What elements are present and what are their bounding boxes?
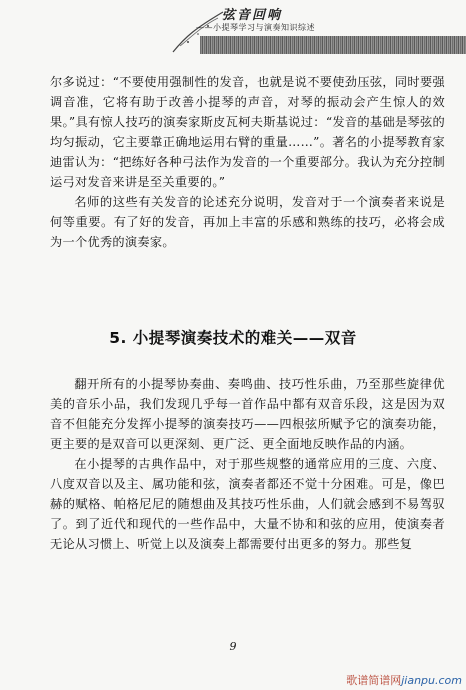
paragraph-double-stops-intro: 翻开所有的小提琴协奏曲、奏鸣曲、技巧性乐曲，乃至那些旋律优美的音乐小品，我们发现几乎每一首作品中都有双音乐段，这是因为双音不但能充分发挥小提琴的演奏技巧——四根弦所赋予它的演奏功能，更主要的是双音可以更深刻、更广泛、更全面地反映作品的内涵。 bbox=[50, 377, 445, 451]
watermark-cn: 歌谱简谱网 bbox=[346, 674, 402, 687]
paragraph-classical-works: 在小提琴的古典作品中，对于那些规整的通常应用的三度、六度、八度双音以及主、属功能和弦，演奏者都还不觉十分困难。可是，像巴赫的赋格、帕格尼尼的随想曲及其技巧性乐曲，人们就会感到不易驾驭了。到了近代和现代的一些作品中，大量不协和和弦的应用，使演奏者无论从习惯上、听觉上以及演奏上都需要付出更多的努力。那些复 bbox=[50, 457, 445, 551]
paragraph-quotes: 尔多说过：“不要使用强制性的发音，也就是说不要使劲压弦，同时要强调音准，它将有助于改善小提琴的声音，对琴的振动会产生惊人的效果。”具有惊人技巧的演奏家斯皮瓦柯夫斯基说过：“发音的基础是琴弦的均匀振动，它主要靠正确地运用右臂的重量……”。著名的小提琴教育家迪雷认为：“把练好各种弓法作为发音的一个重要部分。我认为充分控制运弓对发音来讲是至关重要的。” bbox=[50, 75, 445, 189]
header-title: 弦音回响 bbox=[222, 8, 283, 23]
running-header bbox=[0, 0, 466, 62]
header-texture-band bbox=[200, 36, 466, 54]
page-number: 9 bbox=[229, 640, 237, 653]
site-watermark bbox=[346, 672, 462, 688]
watermark-latin: jianpu.com bbox=[401, 674, 462, 687]
paragraph-conclusion: 名师的这些有关发音的论述充分说明，发音对于一个演奏者来说是何等重要。有了好的发音，再加上丰富的乐感和熟练的技巧，必将会成为一个优秀的演奏家。 bbox=[50, 195, 445, 249]
body-text-top bbox=[50, 72, 445, 252]
header-subtitle: ——小提琴学习与演奏知识综述 bbox=[196, 23, 315, 32]
body-text-bottom bbox=[50, 374, 445, 554]
section-heading: 5. 小提琴演奏技术的难关——双音 bbox=[109, 329, 357, 347]
